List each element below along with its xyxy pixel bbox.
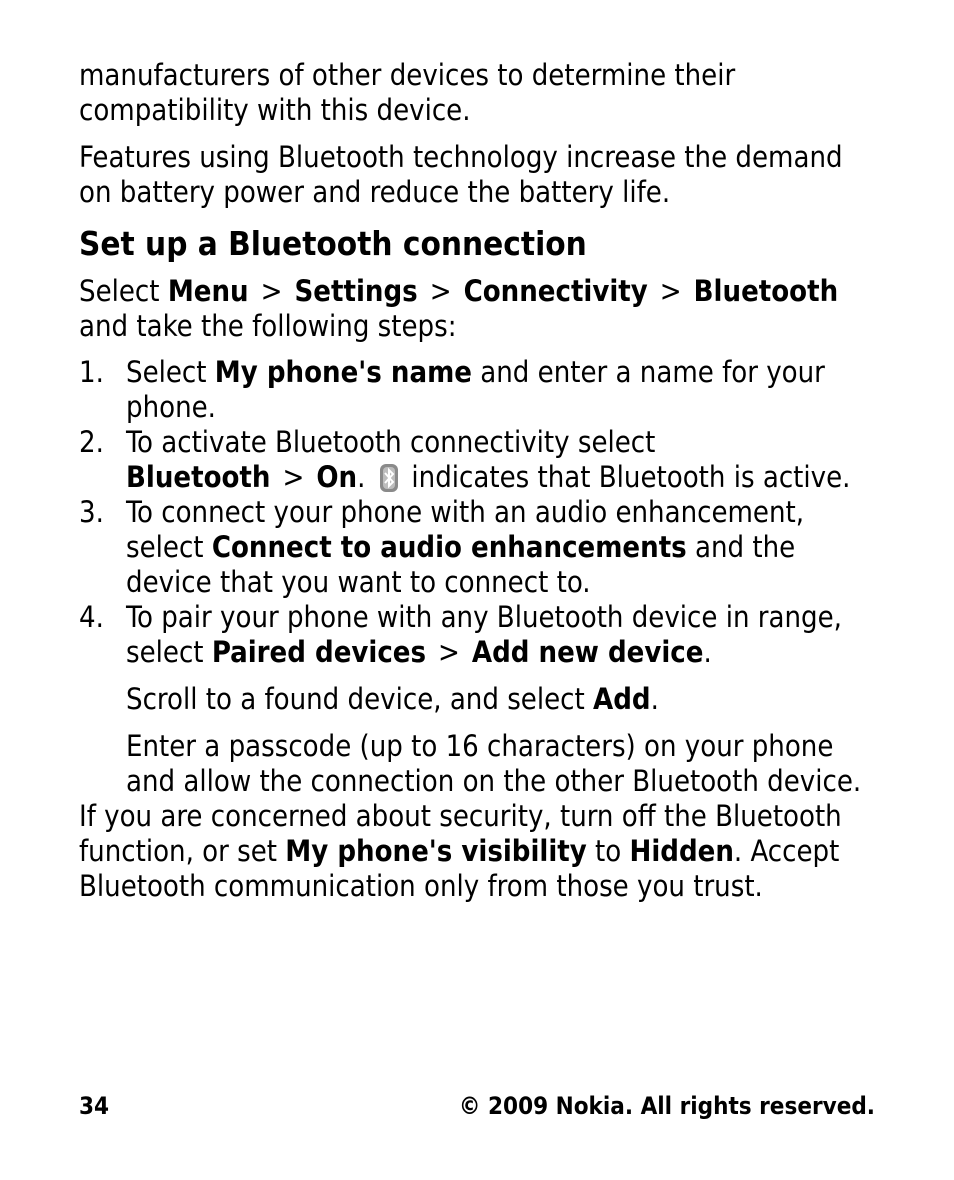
- option-on: On: [316, 460, 358, 494]
- separator: >: [659, 274, 682, 308]
- step-number: 4.: [79, 600, 104, 634]
- bluetooth-active-icon: [379, 463, 399, 493]
- option-bluetooth: Bluetooth: [126, 460, 271, 494]
- security-text: . Accept Bluetooth communication only from those you trust.: [79, 834, 840, 903]
- step-subparagraph: [126, 682, 879, 717]
- separator: >: [260, 274, 283, 308]
- security-paragraph: [79, 799, 879, 904]
- step-text: indicates that Bluetooth is active.: [411, 460, 851, 494]
- page-body: [79, 58, 879, 904]
- option-add: Add: [593, 682, 651, 716]
- step-number: 3.: [79, 495, 104, 529]
- security-text: If you are concerned about security, turn off the Bluetooth function, or set: [79, 799, 842, 868]
- step-text: .: [650, 682, 659, 716]
- copyright-notice: © 2009 Nokia. All rights reserved.: [458, 1092, 875, 1120]
- step-text: To activate Bluetooth connectivity select: [126, 425, 656, 459]
- step-number: 1.: [79, 355, 104, 389]
- paragraph-battery: Features using Bluetooth technology increase the demand on battery power and reduce the battery life.: [79, 140, 843, 209]
- path-tail-text: and take the following steps:: [79, 309, 457, 343]
- step-text: Scroll to a found device, and select: [126, 682, 594, 716]
- step-number: 2.: [79, 425, 104, 459]
- page-number: 34: [79, 1092, 110, 1120]
- separator: >: [429, 274, 452, 308]
- select-text: Select: [79, 274, 160, 308]
- step-text: .: [357, 460, 366, 494]
- step-text: and enter a name for your phone.: [126, 355, 825, 424]
- list-item: [79, 600, 879, 799]
- step-text: Select: [126, 355, 215, 389]
- separator: >: [438, 635, 460, 669]
- option-hidden: Hidden: [629, 834, 734, 868]
- section-heading: Set up a Bluetooth connection: [79, 224, 587, 263]
- list-item: [79, 495, 879, 600]
- connectivity-label: Connectivity: [463, 274, 648, 308]
- menu-label: Menu: [167, 274, 249, 308]
- step-text: and the device that you want to connect to.: [126, 530, 796, 599]
- option-add-new-device: Add new device: [471, 635, 704, 669]
- list-item: [79, 425, 879, 495]
- option-my-phones-name: My phone's name: [214, 355, 472, 389]
- list-item: [79, 355, 879, 425]
- separator: >: [282, 460, 305, 494]
- step-text: To pair your phone with any Bluetooth device in range, select: [126, 600, 842, 669]
- option-connect-audio: Connect to audio enhancements: [211, 530, 687, 564]
- bluetooth-label: Bluetooth: [693, 274, 839, 308]
- paragraph-compatibility: manufacturers of other devices to determine their compatibility with this device.: [79, 58, 736, 127]
- menu-path-paragraph: [79, 274, 879, 344]
- step-text: .: [703, 635, 712, 669]
- option-paired-devices: Paired devices: [211, 635, 427, 669]
- step-subparagraph: Enter a passcode (up to 16 characters) on your phone and allow the connection on the other Bluetooth device.: [126, 729, 862, 798]
- step-text: To connect your phone with an audio enhancement, select: [126, 495, 805, 564]
- security-text: to: [586, 834, 630, 868]
- steps-list: [79, 355, 879, 799]
- settings-label: Settings: [294, 274, 418, 308]
- option-visibility: My phone's visibility: [285, 834, 587, 868]
